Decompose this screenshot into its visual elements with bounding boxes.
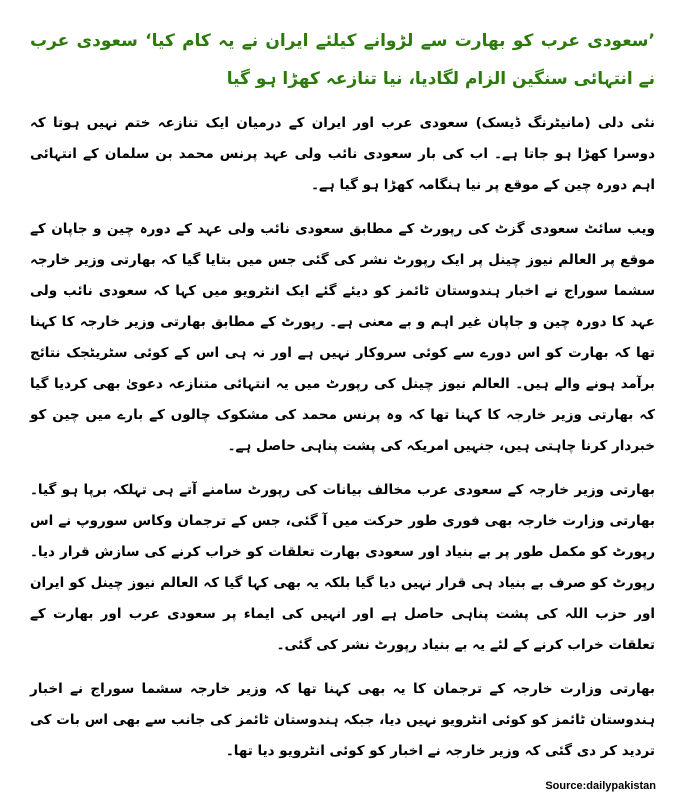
article-paragraph-2: ویب سائٹ سعودی گزٹ کی رپورٹ کے مطابق سعودی نائب ولی عہد کے دورہ چین و جاپان کے موقع پر العالم نیوز چینل پر ایک رپورٹ نشر کی گئی جس میں بتایا گیا کہ بھارتی وزیر خارجہ سشما سوراج نے اخبار ہندوستان ٹائمز کو دیئے گئے ایک انٹرویو میں کہا کہ سعودی نائب ولی عہد کا دورہ چین و جاپان غیر اہم و بے معنی ہے۔ رپورٹ کے مطابق بھارتی وزیر خارجہ کا کہنا تھا کہ بھارت کو اس دورے سے کوئی سروکار نہیں ہے اور نہ ہی اس کے کوئی سٹریٹجک نتائج برآمد ہونے والے ہیں۔ العالم نیوز چینل کی رپورٹ میں یہ انتہائی متنازعہ دعویٰ بھی کردیا گیا کہ بھارتی وزیر خارجہ کا کہنا تھا کہ وہ پرنس محمد کی مشکوک چالوں کے بارے میں چین کو خبردار کرنا چاہتی ہیں، جنہیں امریکہ کی پشت پناہی حاصل ہے۔ <box>30 221 655 454</box>
source-credit: Source:dailypakistan <box>545 780 656 792</box>
article-paragraph-1: نئی دلی (مانیٹرنگ ڈیسک) سعودی عرب اور ایران کے درمیان ایک تنازعہ ختم نہیں ہوتا کہ دوسرا کھڑا ہو جاتا ہے۔ اب کی بار سعودی نائب ولی عہد پرنس محمد بن سلمان کے انتہائی اہم دورہ چین کے موقع پر نیا ہنگامہ کھڑا ہو گیا ہے۔ <box>30 115 655 193</box>
article-paragraph-3: بھارتی وزیر خارجہ کے سعودی عرب مخالف بیانات کی رپورٹ سامنے آتے ہی تہلکہ برپا ہو گیا۔ بھارتی وزارت خارجہ بھی فوری طور حرکت میں آ گئی، جس کے ترجمان وکاس سوروپ نے اس رپورٹ کو مکمل طور پر بے بنیاد اور سعودی بھارت تعلقات کو خراب کرنے کی سازش قرار دیا۔ رپورٹ کو صرف بے بنیاد ہی قرار نہیں دیا گیا بلکہ یہ بھی کہا گیا کہ العالم نیوز چینل کو ایران اور حزب اللہ کی پشت پناہی حاصل ہے اور انہیں کی ایماء پر سعودی عرب اور بھارت کے تعلقات خراب کرنے کے لئے یہ بے بنیاد رپورٹ نشر کی گئی۔ <box>30 482 655 653</box>
news-article <box>30 22 655 792</box>
article-headline: ’سعودی عرب کو بھارت سے لڑوانے کیلئے ایران نے یہ کام کیا‘ سعودی عرب نے انتہائی سنگین الزام لگادیا، نیا تنازعہ کھڑا ہو گیا <box>30 31 655 89</box>
article-paragraph-4: بھارتی وزارت خارجہ کے ترجمان کا یہ بھی کہنا تھا کہ وزیر خارجہ سشما سوراج نے اخبار ہندوستان ٹائمز کو کوئی انٹرویو نہیں دیا، جبکہ ہندوستان ٹائمز کی جانب سے بھی اس بات کی تردید کر دی گئی کہ وزیر خارجہ نے اخبار کو کوئی انٹرویو دیا تھا۔ <box>30 681 655 759</box>
